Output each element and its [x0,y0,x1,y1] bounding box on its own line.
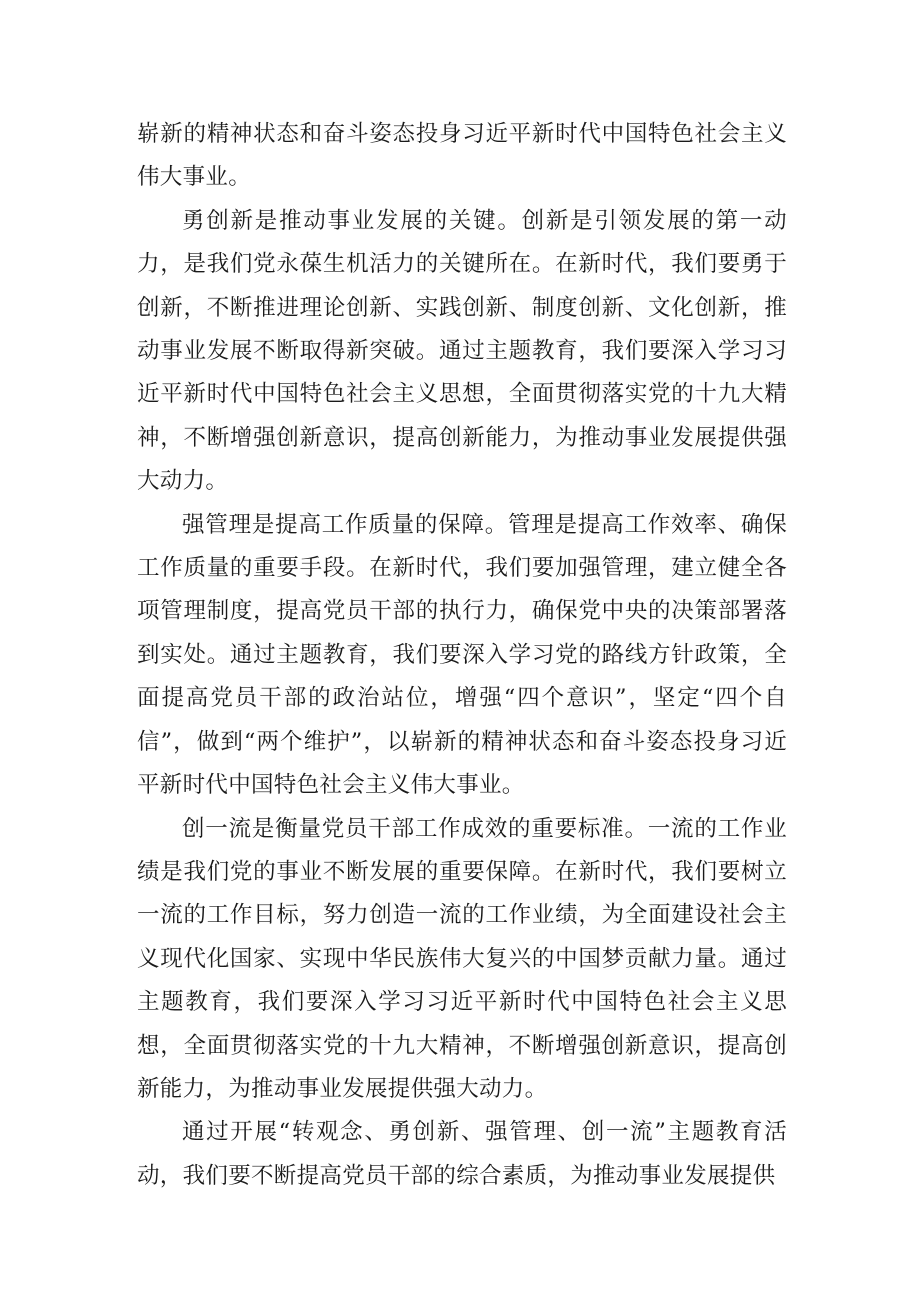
paragraph-4: 创一流是衡量党员干部工作成效的重要标准。一流的工作业绩是我们党的事业不断发展的重要保障。在新时代，我们要树立一流的工作目标，努力创造一流的工作业绩，为全面建设社会主义现代化国家、实现中华民族伟大复兴的中国梦贡献力量。通过主题教育，我们要深入学习习近平新时代中国特色社会主义思想，全面贯彻落实党的十九大精神，不断增强创新意识，提高创新能力，为推动事业发展提供强大动力。 [137,815,787,1102]
paragraph-5: 通过开展“转观念、勇创新、强管理、创一流”主题教育活动，我们要不断提高党员干部的综合素质，为推动事业发展提供 [137,1119,787,1189]
paragraph-3: 强管理是提高工作质量的保障。管理是提高工作效率、确保工作质量的重要手段。在新时代，我们要加强管理，建立健全各项管理制度，提高党员干部的执行力，确保党中央的决策部署落到实处。通过主题教育，我们要深入学习党的路线方针政策，全面提高党员干部的政治站位，增强“四个意识”，坚定“四个自信”，做到“两个维护”，以崭新的精神状态和奋斗姿态投身习近平新时代中国特色社会主义伟大事业。 [137,511,787,799]
document-body [137,113,787,1198]
paragraph-2: 勇创新是推动事业发展的关键。创新是引领发展的第一动力，是我们党永葆生机活力的关键所在。在新时代，我们要勇于创新，不断推进理论创新、实践创新、制度创新、文化创新，推动事业发展不断取得新突破。通过主题教育，我们要深入学习习近平新时代中国特色社会主义思想，全面贯彻落实党的十九大精神，不断增强创新意识，提高创新能力，为推动事业发展提供强大动力。 [137,207,787,495]
paragraph-1: 崭新的精神状态和奋斗姿态投身习近平新时代中国特色社会主义伟大事业。 [137,121,787,191]
